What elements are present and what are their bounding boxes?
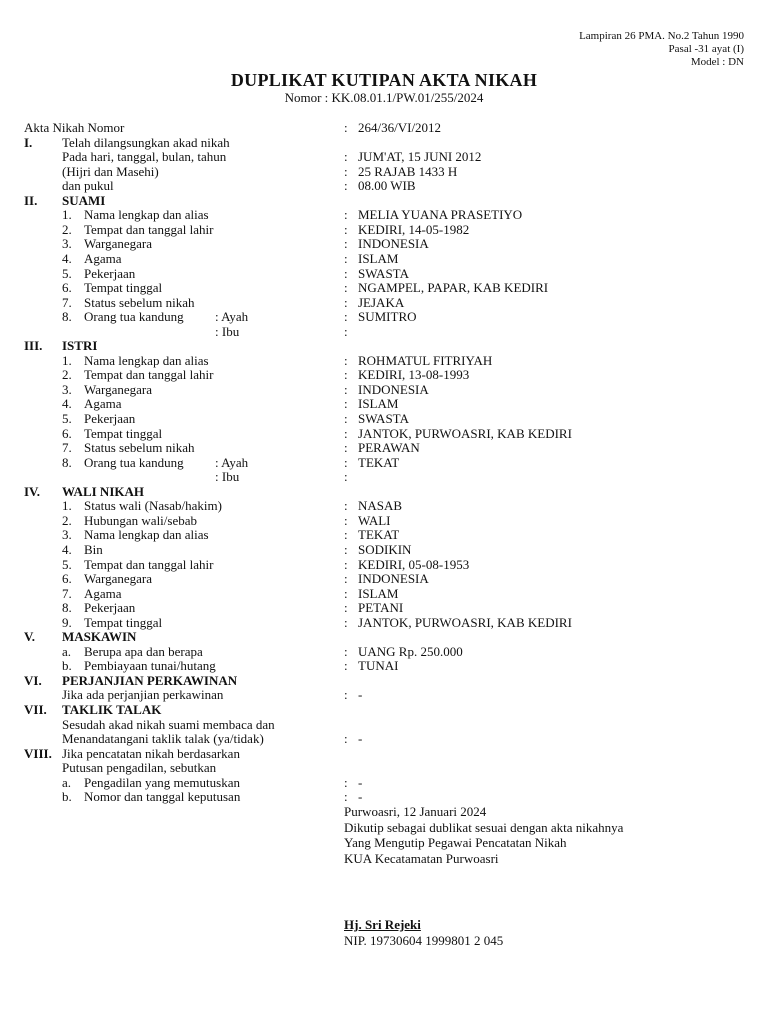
- item-number: 5.: [62, 556, 72, 572]
- field-row: [0, 427, 768, 442]
- item-number: 8.: [62, 600, 72, 616]
- item-number: 6.: [62, 425, 72, 441]
- field-row: [0, 732, 768, 747]
- section-title: Telah dilangsungkan akad nikah: [62, 134, 230, 150]
- field-row: [0, 252, 768, 267]
- section-number: VI.: [24, 672, 42, 688]
- parent-label: : Ibu: [215, 469, 240, 485]
- item-number: 8.: [62, 309, 72, 325]
- field-label: Tempat tinggal: [84, 280, 163, 296]
- field-row: [0, 456, 768, 471]
- field-row: [0, 150, 768, 165]
- field-row: [0, 237, 768, 252]
- field-label: Pekerjaan: [84, 411, 136, 426]
- field-separator: :: [344, 440, 348, 456]
- field-label: Tempat tinggal: [84, 425, 163, 441]
- field-row: [0, 528, 768, 543]
- field-row: [0, 470, 768, 485]
- item-number: 3.: [62, 527, 72, 543]
- field-value: SWASTA: [358, 411, 409, 426]
- official-nip: NIP. 19730604 1999801 2 045: [344, 933, 504, 948]
- item-number: 4.: [62, 541, 72, 557]
- field-row: [0, 325, 768, 340]
- field-row: [0, 412, 768, 427]
- field-separator: :: [344, 454, 348, 470]
- field-row: [0, 601, 768, 616]
- item-number: a.: [62, 643, 72, 659]
- field-value: PETANI: [358, 600, 404, 616]
- field-separator: :: [344, 469, 348, 485]
- item-number: 6.: [62, 280, 72, 296]
- field-row: [0, 281, 768, 296]
- field-label: Nama lengkap dan alias: [84, 352, 209, 368]
- field-value: PERAWAN: [358, 440, 420, 456]
- place-date: Purwoasri, 12 Januari 2024: [344, 804, 487, 819]
- section-number: VII.: [24, 702, 47, 717]
- field-label: Agama: [84, 250, 122, 266]
- field-row: [0, 659, 768, 674]
- field-value: SUMITRO: [358, 309, 417, 325]
- item-number: 1.: [62, 352, 72, 368]
- field-label: dan pukul: [62, 178, 114, 194]
- item-number: 9.: [62, 614, 72, 630]
- field-row: [0, 645, 768, 660]
- item-number: 1.: [62, 207, 72, 223]
- official-name: Hj. Sri Rejeki: [344, 917, 421, 932]
- field-label: Akta Nikah Nomor: [24, 120, 125, 135]
- field-separator: :: [344, 149, 348, 165]
- field-separator: :: [344, 381, 348, 397]
- field-separator: :: [344, 280, 348, 296]
- section-heading: [0, 703, 768, 718]
- field-label: Pada hari, tanggal, bulan, tahun: [62, 149, 227, 165]
- item-number: 5.: [62, 265, 72, 281]
- field-value: -: [358, 731, 363, 747]
- field-value: TEKAT: [358, 454, 400, 470]
- field-row: [0, 543, 768, 558]
- document-number: Nomor : KK.08.01.1/PW.01/255/2024: [284, 90, 484, 105]
- section-number: I.: [24, 134, 33, 150]
- field-separator: :: [344, 294, 348, 310]
- section-title: MASKAWIN: [62, 629, 137, 645]
- field-row: [0, 718, 768, 733]
- section-title: PERJANJIAN PERKAWINAN: [62, 672, 238, 688]
- field-label: Status sebelum nikah: [84, 440, 195, 456]
- field-row: [0, 121, 768, 136]
- item-number: 2.: [62, 221, 72, 237]
- field-label: Status sebelum nikah: [84, 294, 195, 310]
- field-label: Tempat tinggal: [84, 614, 163, 630]
- field-separator: :: [344, 163, 348, 179]
- field-value: NGAMPEL, PAPAR, KAB KEDIRI: [358, 280, 549, 296]
- field-separator: :: [344, 178, 348, 194]
- field-row: [0, 514, 768, 529]
- item-number: 4.: [62, 250, 72, 266]
- field-row: [0, 572, 768, 587]
- field-separator: :: [344, 658, 348, 674]
- field-separator: :: [344, 643, 348, 659]
- section-title: WALI NIKAH: [62, 483, 144, 499]
- pasal-reference: Pasal -31 ayat (I): [668, 43, 744, 55]
- field-separator: :: [344, 687, 348, 703]
- item-number: 1.: [62, 498, 72, 514]
- field-value: ISLAM: [358, 396, 399, 412]
- section-heading: [0, 674, 768, 689]
- item-number: 3.: [62, 236, 72, 252]
- field-separator: :: [344, 323, 348, 339]
- field-row: [0, 179, 768, 194]
- parent-label: : Ibu: [215, 323, 240, 339]
- field-row: [0, 790, 768, 805]
- field-label: Tempat dan tanggal lahir: [84, 221, 214, 237]
- field-separator: :: [344, 396, 348, 412]
- section-number: VIII.: [24, 745, 52, 761]
- field-value: UANG Rp. 250.000: [358, 643, 463, 659]
- field-label: Tempat dan tanggal lahir: [84, 556, 214, 572]
- section-number: V.: [24, 629, 35, 645]
- field-label: Warganegara: [84, 571, 153, 587]
- field-separator: :: [344, 498, 348, 514]
- field-row: [0, 441, 768, 456]
- field-value: KEDIRI, 05-08-1953: [358, 556, 470, 572]
- field-row: [0, 587, 768, 602]
- field-label: Orang tua kandung: [84, 309, 184, 325]
- field-row: [0, 310, 768, 325]
- field-label: Tempat dan tanggal lahir: [84, 367, 214, 383]
- field-row: [0, 267, 768, 282]
- field-value: -: [358, 789, 363, 805]
- section-heading: [0, 194, 768, 209]
- field-separator: :: [344, 556, 348, 572]
- field-row: [0, 688, 768, 703]
- field-label: Pekerjaan: [84, 600, 136, 616]
- field-label: Pekerjaan: [84, 265, 136, 281]
- official-role: Yang Mengutip Pegawai Pencatatan Nikah: [344, 835, 567, 850]
- section-number: IV.: [24, 483, 41, 499]
- field-row: [0, 761, 768, 776]
- field-label: Putusan pengadilan, sebutkan: [62, 760, 217, 776]
- field-row: [0, 499, 768, 514]
- item-number: 5.: [62, 411, 72, 426]
- field-value: JEJAKA: [358, 294, 405, 310]
- field-separator: :: [344, 411, 348, 426]
- field-separator: :: [344, 352, 348, 368]
- field-value: NASAB: [358, 498, 403, 514]
- field-label: Warganegara: [84, 236, 153, 252]
- field-row: [0, 397, 768, 412]
- field-separator: :: [344, 250, 348, 266]
- item-number: b.: [62, 789, 72, 805]
- field-value: INDONESIA: [358, 571, 429, 587]
- field-row: [0, 616, 768, 631]
- section-heading: [0, 747, 768, 762]
- field-separator: :: [344, 731, 348, 747]
- field-row: [0, 223, 768, 238]
- field-value: INDONESIA: [358, 381, 429, 397]
- field-label: Agama: [84, 396, 122, 412]
- field-label: Status wali (Nasab/hakim): [84, 498, 222, 514]
- field-label: Nama lengkap dan alias: [84, 527, 209, 543]
- section-title: ISTRI: [62, 338, 98, 354]
- field-separator: :: [344, 585, 348, 601]
- field-value: SODIKIN: [358, 541, 412, 557]
- item-number: 7.: [62, 440, 72, 456]
- field-value: ISLAM: [358, 585, 399, 601]
- field-value: 264/36/VI/2012: [358, 120, 442, 135]
- field-value: SWASTA: [358, 265, 409, 281]
- section-number: III.: [24, 338, 43, 354]
- item-number: a.: [62, 774, 72, 790]
- field-row: [0, 165, 768, 180]
- field-value: INDONESIA: [358, 236, 429, 252]
- field-row: [0, 383, 768, 398]
- field-label: Nomor dan tanggal keputusan: [84, 789, 241, 805]
- section-title: SUAMI: [62, 192, 106, 208]
- field-separator: :: [344, 541, 348, 557]
- item-number: 2.: [62, 367, 72, 383]
- field-row: [0, 354, 768, 369]
- field-label: Nama lengkap dan alias: [84, 207, 209, 223]
- field-value: JUM'AT, 15 JUNI 2012: [358, 149, 482, 165]
- document-title: DUPLIKAT KUTIPAN AKTA NIKAH: [230, 70, 538, 90]
- field-label: Jika ada perjanjian perkawinan: [62, 687, 224, 703]
- field-value: -: [358, 687, 363, 703]
- field-row: [0, 558, 768, 573]
- field-label: Sesudah akad nikah suami membaca dan: [62, 716, 275, 732]
- lampiran-reference: Lampiran 26 PMA. No.2 Tahun 1990: [579, 30, 744, 42]
- section-title: Jika pencatatan nikah berdasarkan: [62, 745, 240, 761]
- office-name: KUA Kecatamatan Purwoasri: [344, 851, 499, 866]
- field-separator: :: [344, 120, 348, 135]
- field-label: Bin: [84, 541, 103, 557]
- field-label: Menandatangani taklik talak (ya/tidak): [62, 731, 264, 747]
- item-number: 3.: [62, 381, 72, 397]
- field-value: ROHMATUL FITRIYAH: [358, 352, 493, 368]
- field-separator: :: [344, 425, 348, 441]
- field-value: KEDIRI, 13-08-1993: [358, 367, 470, 383]
- field-value: JANTOK, PURWOASRI, KAB KEDIRI: [358, 425, 572, 441]
- item-number: 4.: [62, 396, 72, 412]
- certification-note: Dikutip sebagai dublikat sesuai dengan akta nikahnya: [344, 820, 624, 835]
- field-row: [0, 368, 768, 383]
- section-heading: [0, 136, 768, 151]
- field-value: ISLAM: [358, 250, 399, 266]
- field-separator: :: [344, 207, 348, 223]
- field-value: TEKAT: [358, 527, 400, 543]
- field-separator: :: [344, 512, 348, 528]
- item-number: 7.: [62, 294, 72, 310]
- field-label: Pembiayaan tunai/hutang: [84, 658, 216, 674]
- item-number: 2.: [62, 512, 72, 528]
- field-label: Orang tua kandung: [84, 454, 184, 470]
- item-number: 8.: [62, 454, 72, 470]
- section-number: II.: [24, 192, 38, 208]
- section-heading: [0, 339, 768, 354]
- section-heading: [0, 630, 768, 645]
- field-label: Pengadilan yang memutuskan: [84, 774, 240, 790]
- field-value: 08.00 WIB: [358, 178, 416, 194]
- field-value: TUNAI: [358, 658, 399, 674]
- field-label: Berupa apa dan berapa: [84, 643, 203, 659]
- parent-label: : Ayah: [215, 454, 249, 470]
- section-title: TAKLIK TALAK: [62, 702, 162, 717]
- field-value: WALI: [358, 512, 391, 528]
- parent-label: : Ayah: [215, 309, 249, 325]
- field-separator: :: [344, 221, 348, 237]
- field-value: JANTOK, PURWOASRI, KAB KEDIRI: [358, 614, 572, 630]
- item-number: b.: [62, 658, 72, 674]
- field-separator: :: [344, 527, 348, 543]
- field-label: (Hijri dan Masehi): [62, 163, 159, 179]
- field-value: -: [358, 774, 363, 790]
- field-separator: :: [344, 774, 348, 790]
- field-separator: :: [344, 309, 348, 325]
- field-label: Hubungan wali/sebab: [84, 512, 198, 528]
- field-value: KEDIRI, 14-05-1982: [358, 221, 470, 237]
- field-separator: :: [344, 236, 348, 252]
- field-separator: :: [344, 265, 348, 281]
- field-separator: :: [344, 600, 348, 616]
- section-heading: [0, 485, 768, 500]
- field-separator: :: [344, 571, 348, 587]
- field-value: 25 RAJAB 1433 H: [358, 163, 458, 179]
- field-value: MELIA YUANA PRASETIYO: [358, 207, 523, 223]
- field-row: [0, 776, 768, 791]
- field-separator: :: [344, 614, 348, 630]
- field-separator: :: [344, 789, 348, 805]
- item-number: 7.: [62, 585, 72, 601]
- item-number: 6.: [62, 571, 72, 587]
- field-row: [0, 296, 768, 311]
- model-reference: Model : DN: [690, 56, 744, 68]
- field-label: Warganegara: [84, 381, 153, 397]
- field-separator: :: [344, 367, 348, 383]
- field-row: [0, 208, 768, 223]
- field-label: Agama: [84, 585, 122, 601]
